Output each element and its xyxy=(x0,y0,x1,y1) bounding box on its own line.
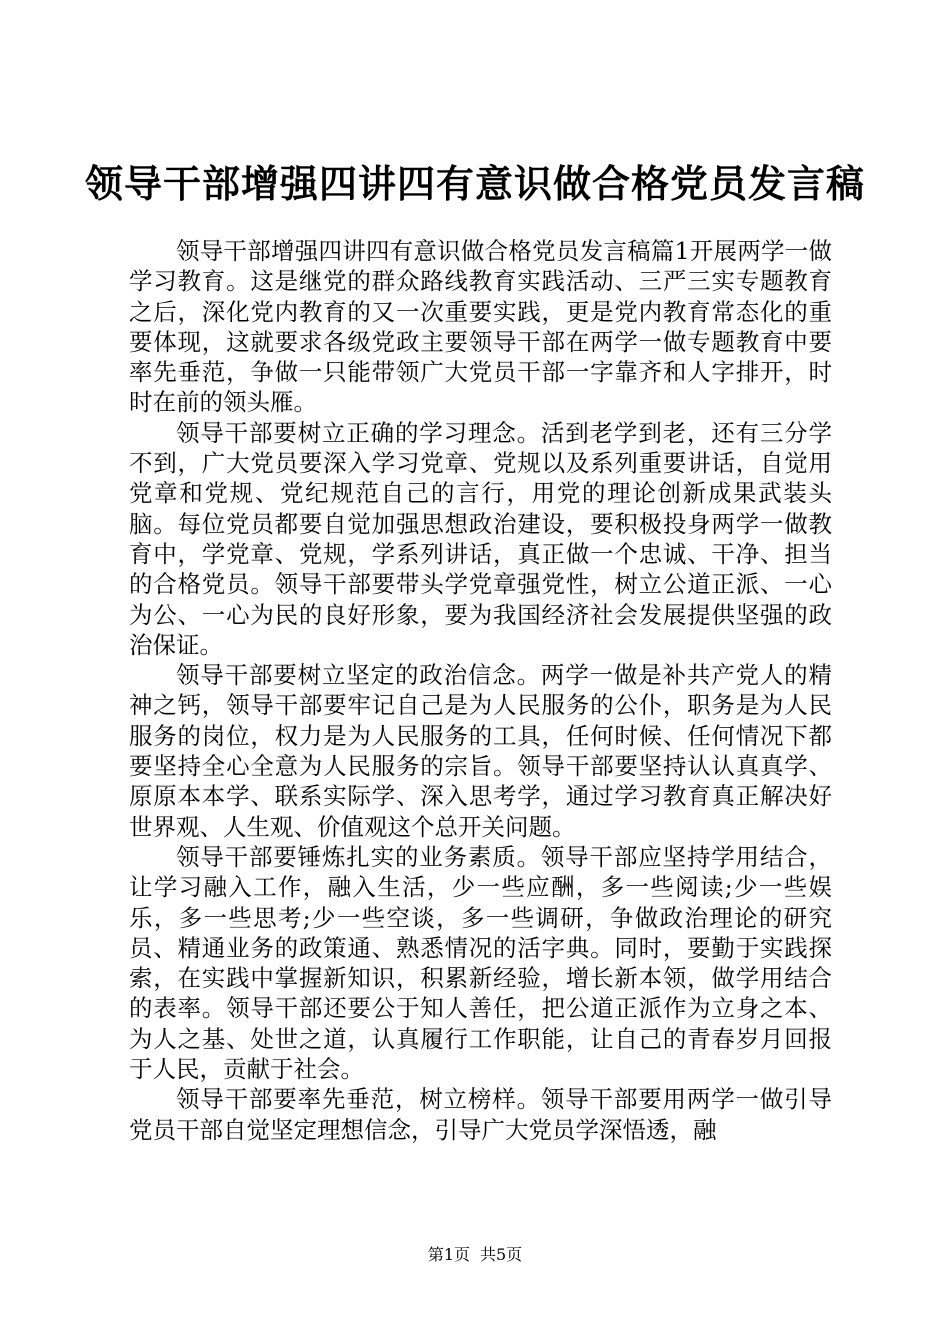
document-title: 领导干部增强四讲四有意识做合格党员发言稿 xyxy=(84,161,865,206)
paragraph: 领导干部增强四讲四有意识做合格党员发言稿篇1开展两学一做学习教育。这是继党的群众路线教育实践活动、三严三实专题教育之后，深化党内教育的又一次重要实践，更是党内教育常态化的重要体现，这就要求各级党政主要领导干部在两学一做专题教育中要率先垂范，争做一只能带领广大党员干部一字靠齐和人字排开，时时在前的领头雁。 xyxy=(129,237,832,417)
page-number: 第1页 xyxy=(427,1245,470,1264)
document-body xyxy=(129,236,832,1145)
paragraph: 领导干部要率先垂范，树立榜样。领导干部要用两学一做引导党员干部自觉坚定理想信念，引导广大党员学深悟透，融 xyxy=(129,1085,832,1144)
page-total: 共5页 xyxy=(480,1245,523,1264)
page-footer xyxy=(0,1245,950,1265)
paragraph: 领导干部要树立坚定的政治信念。两学一做是补共产党人的精神之钙，领导干部要牢记自己是为人民服务的公仆，职务是为人民服务的岗位，权力是为人民服务的工具，任何时候、任何情况下都要坚持全心全意为人民服务的宗旨。领导干部要坚持认认真真学、原原本本学、联系实际学、深入思考学，通过学习教育真正解决好世界观、人生观、价值观这个总开关问题。 xyxy=(129,661,832,841)
paragraph: 领导干部要树立正确的学习理念。活到老学到老，还有三分学不到，广大党员要深入学习党章、党规以及系列重要讲话，自觉用党章和党规、党纪规范自己的言行，用党的理论创新成果武装头脑。每位党员都要自觉加强思想政治建设，要积极投身两学一做教育中，学党章、党规，学系列讲话，真正做一个忠诚、干净、担当的合格党员。领导干部要带头学党章强党性，树立公道正派、一心为公、一心为民的良好形象，要为我国经济社会发展提供坚强的政治保证。 xyxy=(129,418,832,659)
paragraph: 领导干部要锤炼扎实的业务素质。领导干部应坚持学用结合，让学习融入工作，融入生活，少一些应酬，多一些阅读;少一些娱乐，多一些思考;少一些空谈，多一些调研，争做政治理论的研究员、精通业务的政策通、熟悉情况的活字典。同时，要勤于实践探索，在实践中掌握新知识，积累新经验，增长新本领，做学用结合的表率。领导干部还要公于知人善任，把公道正派作为立身之本、为人之基、处世之道，认真履行工作职能，让自己的青春岁月回报于人民，贡献于社会。 xyxy=(129,842,832,1084)
